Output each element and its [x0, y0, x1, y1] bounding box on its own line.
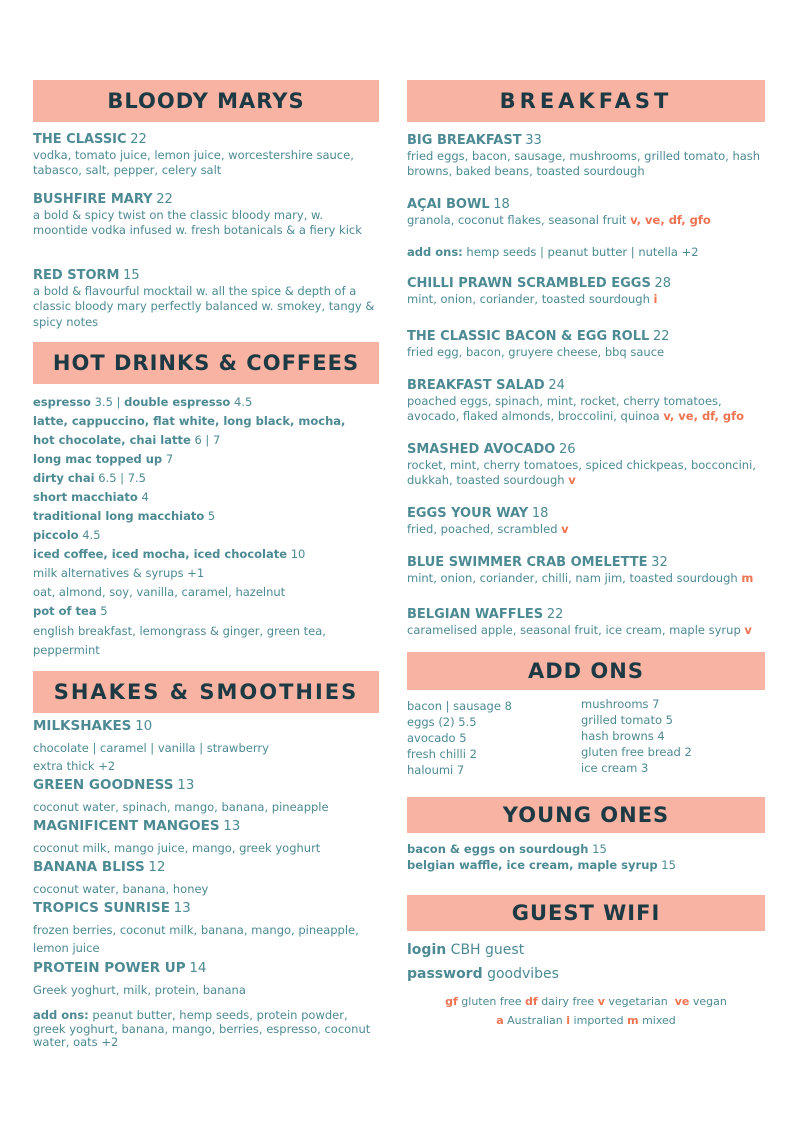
- legend-text: Australian: [507, 1014, 563, 1027]
- add-on-item: hash browns 4: [581, 729, 665, 743]
- item-desc: [407, 394, 765, 425]
- drink-price: 3.5 |: [94, 395, 121, 409]
- shake-price: 12: [148, 859, 166, 875]
- shake-name: BANANA BLISS: [33, 859, 145, 875]
- diet-tag: v: [561, 521, 569, 536]
- item-price: 28: [654, 276, 672, 291]
- item-desc: [407, 522, 765, 538]
- item-desc: [407, 571, 765, 587]
- drink-name: pot of tea: [33, 604, 97, 618]
- legend-code: gf: [445, 995, 458, 1008]
- legend-code: v: [597, 995, 605, 1008]
- young-item-name: bacon & eggs on sourdough: [407, 842, 589, 856]
- young-item: [407, 858, 765, 873]
- menu-item: [407, 607, 765, 638]
- section-title: SHAKES & SMOOTHIES: [53, 680, 359, 704]
- drink-price: 5: [100, 604, 108, 618]
- add-on-item: bacon | sausage 8: [407, 699, 512, 713]
- drink-line: [33, 604, 379, 619]
- add-on-item: fresh chilli 2: [407, 747, 477, 761]
- legend-text: imported: [573, 1014, 624, 1027]
- section-title: YOUNG ONES: [502, 803, 670, 827]
- item-price: 33: [525, 133, 542, 148]
- item-price: 18: [531, 506, 549, 521]
- drink-price: 6.5 | 7.5: [98, 471, 146, 485]
- drink-name: short macchiato: [33, 490, 138, 504]
- legend-text: mixed: [642, 1014, 676, 1027]
- drink-line: peppermint: [33, 643, 100, 657]
- item-desc: [407, 292, 765, 308]
- item-desc: fried egg, bacon, gruyere cheese, bbq sauce: [407, 344, 665, 359]
- young-item: [407, 842, 765, 857]
- shake-desc: coconut water, banana, honey: [33, 882, 209, 896]
- shake-desc: extra thick +2: [33, 759, 116, 773]
- item-desc-text: fried, poached, scrambled: [407, 521, 558, 536]
- item-price: 26: [558, 442, 576, 457]
- drink-line: [33, 528, 379, 543]
- section-title: GUEST WIFI: [511, 901, 661, 925]
- add-ons-right: [581, 696, 692, 776]
- add-on-item: avocado 5: [407, 731, 467, 745]
- drink-line: [33, 490, 379, 505]
- item-desc: [407, 213, 765, 229]
- drink-name: long mac topped up: [33, 452, 163, 466]
- shake-addons: [33, 1009, 379, 1050]
- wifi-banner: [407, 895, 765, 931]
- shake-name: PROTEIN POWER UP: [33, 960, 186, 976]
- legend-code: df: [525, 995, 538, 1008]
- shake-line: [33, 819, 379, 834]
- menu-item: [407, 276, 765, 307]
- add-on-item: grilled tomato 5: [581, 713, 673, 727]
- add-on-item: eggs (2) 5.5: [407, 715, 477, 729]
- item-desc: a bold & flavourful mocktail w. all the spice & depth of a classic bloody mary perfectly balanced w. smokey, tangy & spicy notes: [33, 283, 375, 329]
- legend-text: vegetarian: [608, 995, 668, 1008]
- menu-item: [407, 133, 765, 180]
- item-price: 15: [123, 268, 140, 283]
- legend-code: m: [627, 1014, 639, 1027]
- shake-price: 10: [135, 718, 153, 734]
- shake-desc: coconut water, spinach, mango, banana, pineapple: [33, 800, 329, 814]
- item-desc-text: caramelised apple, seasonal fruit, ice cream, maple syrup: [407, 622, 741, 637]
- hot-drinks-banner: [33, 342, 379, 384]
- drink-name: traditional long macchiato: [33, 509, 205, 523]
- diet-tag: v: [744, 622, 752, 637]
- drink-line: [33, 509, 379, 524]
- wifi-password-label: password: [407, 966, 483, 982]
- item-price: 22: [652, 329, 670, 344]
- item-desc: vodka, tomato juice, lemon juice, worcestershire sauce, tabasco, salt, pepper, celery salt: [33, 147, 354, 177]
- drink-line: [33, 452, 379, 467]
- addons-text: hemp seeds | peanut butter | nutella +2: [466, 245, 699, 259]
- legend-code: ve: [674, 995, 690, 1008]
- shake-price: 13: [173, 900, 191, 916]
- wifi-login-label: login: [407, 942, 447, 958]
- drink-line: [33, 471, 379, 486]
- diet-tag: v: [568, 473, 576, 487]
- shake-price: 13: [223, 818, 241, 834]
- diet-legend: [407, 992, 765, 1030]
- menu-item: [407, 506, 765, 537]
- shake-price: 14: [189, 960, 207, 976]
- drink-price: 4.5: [82, 528, 101, 542]
- add-on-item: gluten free bread 2: [581, 745, 692, 759]
- item-desc-text: mint, onion, coriander, chilli, nam jim, toasted sourdough: [407, 570, 738, 585]
- shake-name: MILKSHAKES: [33, 718, 132, 734]
- shake-name: GREEN GOODNESS: [33, 777, 174, 793]
- menu-item: [407, 442, 765, 489]
- legend-row: [407, 992, 765, 1011]
- item-name: SMASHED AVOCADO: [407, 442, 556, 457]
- item-name: BELGIAN WAFFLES: [407, 607, 544, 622]
- section-title: BREAKFAST: [499, 89, 673, 113]
- shake-line: [33, 961, 379, 976]
- drink-name: dirty chai: [33, 471, 95, 485]
- drink-line: oat, almond, soy, vanilla, caramel, hazelnut: [33, 585, 286, 599]
- shake-price: 13: [177, 777, 195, 793]
- item-desc: [407, 623, 765, 639]
- shake-desc: coconut milk, mango juice, mango, greek yoghurt: [33, 841, 321, 855]
- drink-line: [33, 433, 379, 448]
- item-name: BREAKFAST SALAD: [407, 378, 545, 393]
- drink-price: 7: [165, 452, 174, 466]
- addons-text: peanut butter, hemp seeds, protein powder, greek yoghurt, banana, mango, berries, espresso, coconut water, oats +2: [33, 1008, 371, 1049]
- section-title: ADD ONS: [528, 659, 644, 683]
- item-desc: a bold & spicy twist on the classic bloody mary, w. moontide vodka infused w. fresh botanicals & a fiery kick: [33, 207, 362, 237]
- addons-label: add ons:: [33, 1008, 89, 1022]
- legend-code: a: [496, 1014, 504, 1027]
- item-name: THE CLASSIC: [33, 132, 127, 147]
- breakfast-banner: [407, 80, 765, 122]
- item-price: 22: [546, 607, 564, 622]
- add-ons-banner: [407, 652, 765, 690]
- shake-line: [33, 901, 379, 916]
- drink-line: milk alternatives & syrups +1: [33, 566, 205, 580]
- shake-name: TROPICS SUNRISE: [33, 900, 170, 916]
- section-title: HOT DRINKS & COFFEES: [52, 351, 360, 375]
- item-price: 22: [156, 192, 173, 207]
- menu-item: [407, 555, 765, 586]
- add-ons-left: [407, 698, 512, 778]
- item-desc-text: granola, coconut flakes, seasonal fruit: [407, 212, 627, 227]
- item-name: RED STORM: [33, 268, 120, 283]
- shake-desc: lemon juice: [33, 941, 100, 955]
- drink-name: piccolo: [33, 528, 79, 542]
- item-name: CHILLI PRAWN SCRAMBLED EGGS: [407, 276, 651, 291]
- item-price: 22: [130, 132, 147, 147]
- drink-line: [33, 395, 379, 410]
- drink-name: hot chocolate, chai latte: [33, 433, 191, 447]
- item-price: 18: [493, 197, 510, 212]
- wifi-password: [407, 964, 559, 984]
- menu-item: [407, 378, 765, 425]
- diet-tag: v, ve, df, gfo: [663, 409, 745, 423]
- diet-tag: v, ve, df, gfo: [630, 212, 711, 227]
- shake-desc: chocolate | caramel | vanilla | strawberry: [33, 741, 269, 755]
- wifi-login: [407, 940, 524, 960]
- addons-label: add ons:: [407, 245, 463, 259]
- shake-desc: frozen berries, coconut milk, banana, mango, pineapple,: [33, 923, 359, 937]
- drink-price: 4: [141, 490, 149, 504]
- drink-name: iced coffee, iced mocha, iced chocolate: [33, 547, 288, 561]
- section-title: BLOODY MARYS: [107, 89, 305, 113]
- legend-text: gluten free: [461, 995, 522, 1008]
- item-desc-text: rocket, mint, cherry tomatoes, spiced chickpeas, bocconcini, dukkah, toasted sourdough: [407, 457, 756, 487]
- item-desc: fried eggs, bacon, sausage, mushrooms, grilled tomato, hash browns, baked beans, toasted sourdough: [407, 148, 761, 178]
- legend-text: dairy free: [541, 995, 595, 1008]
- young-item-name: belgian waffle, ice cream, maple syrup: [407, 858, 658, 872]
- young-item-price: 15: [661, 858, 676, 872]
- add-on-item: haloumi 7: [407, 763, 465, 777]
- shake-line: [33, 778, 379, 793]
- item-name: BUSHFIRE MARY: [33, 192, 153, 207]
- menu-item: [33, 192, 379, 239]
- shake-name: MAGNIFICENT MANGOES: [33, 818, 220, 834]
- menu-item: [33, 132, 379, 179]
- young-item-price: 15: [592, 842, 607, 856]
- drink-name: double espresso: [124, 395, 231, 409]
- legend-row: [407, 1011, 765, 1030]
- drink-price: 5: [207, 509, 216, 523]
- diet-tag: m: [741, 570, 754, 585]
- drink-line: latte, cappuccino, flat white, long black, mocha,: [33, 414, 346, 428]
- add-on-item: ice cream 3: [581, 761, 649, 775]
- item-desc-text: mint, onion, coriander, toasted sourdough: [407, 291, 650, 306]
- item-name: AÇAI BOWL: [407, 197, 490, 212]
- drink-name: espresso: [33, 395, 91, 409]
- legend-text: vegan: [692, 995, 727, 1008]
- item-desc: [407, 458, 765, 489]
- drink-price: 6 | 7: [194, 433, 221, 447]
- item-name: THE CLASSIC BACON & EGG ROLL: [407, 329, 650, 344]
- bloody-marys-banner: [33, 80, 379, 122]
- item-name: EGGS YOUR WAY: [407, 506, 529, 521]
- menu-item: [407, 197, 765, 228]
- item-name: BLUE SWIMMER CRAB OMELETTE: [407, 555, 648, 570]
- item-price: 32: [651, 555, 668, 570]
- menu-item: [33, 268, 379, 330]
- add-on-item: mushrooms 7: [581, 697, 660, 711]
- legend-code: i: [566, 1014, 571, 1027]
- young-ones-banner: [407, 797, 765, 833]
- drink-line: english breakfast, lemongrass & ginger, green tea,: [33, 624, 326, 638]
- item-price: 24: [548, 378, 565, 393]
- shakes-banner: [33, 671, 379, 713]
- menu-item: [407, 329, 765, 360]
- diet-tag: i: [653, 291, 658, 306]
- item-desc-text: poached eggs, spinach, mint, rocket, cherry tomatoes, avocado, flaked almonds, broccolini, quinoa: [407, 393, 722, 423]
- item-name: BIG BREAKFAST: [407, 133, 522, 148]
- acai-addons: [407, 245, 765, 260]
- drink-line: [33, 547, 379, 562]
- shake-line: [33, 860, 379, 875]
- drink-price: 4.5: [234, 395, 253, 409]
- wifi-password-value: goodvibes: [487, 966, 559, 982]
- wifi-login-value: CBH guest: [450, 942, 525, 958]
- shake-desc: Greek yoghurt, milk, protein, banana: [33, 983, 246, 997]
- shake-line: [33, 719, 379, 734]
- drink-price: 10: [290, 547, 306, 561]
